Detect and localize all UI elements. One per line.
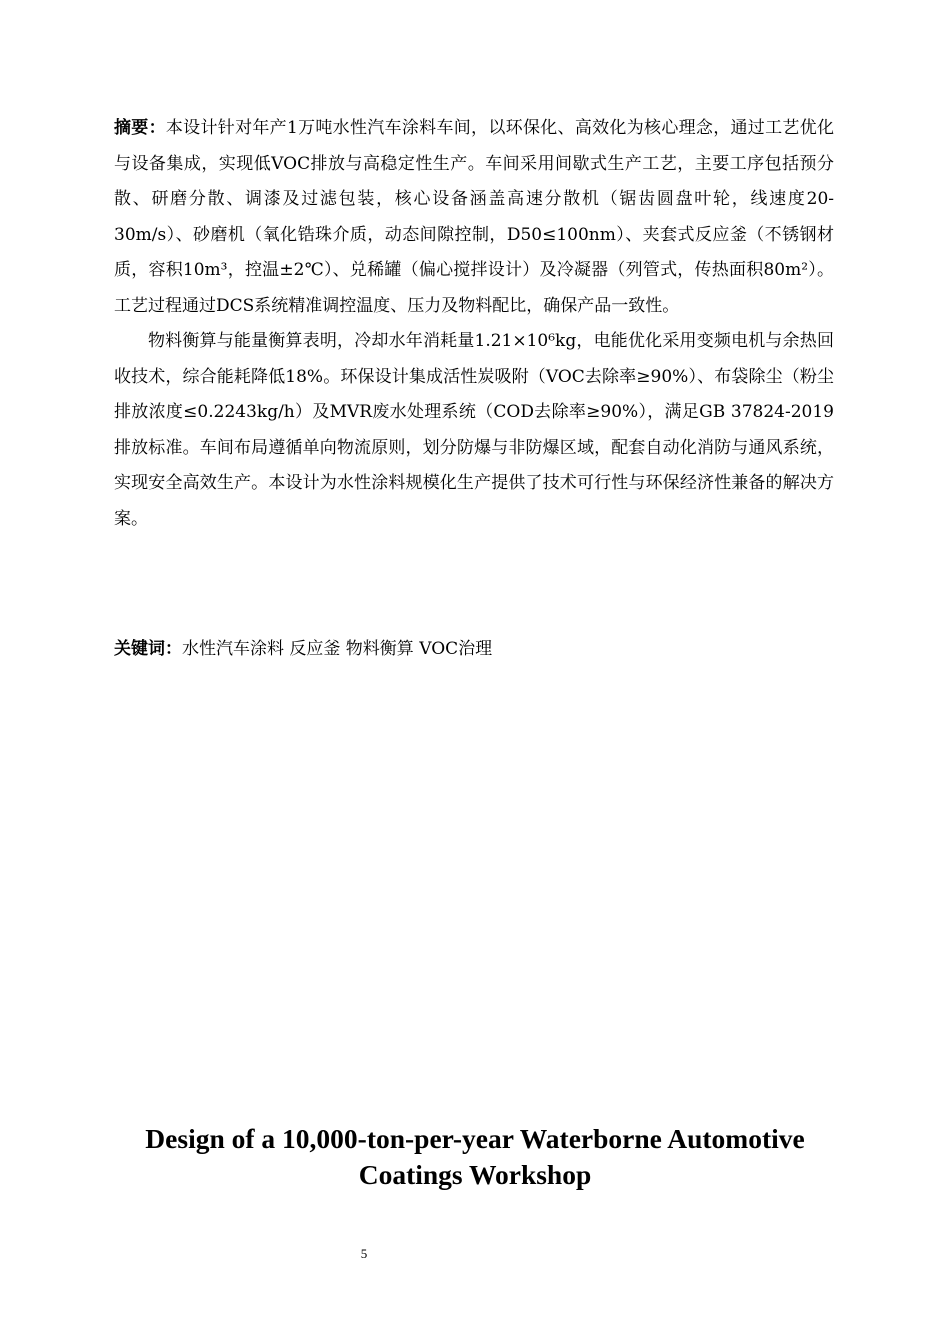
keywords-text: 水性汽车涂料 反应釜 物料衡算 VOC治理 <box>182 639 493 659</box>
abstract-section <box>114 111 834 537</box>
keywords-label: 关键词： <box>114 639 182 659</box>
keywords-line <box>114 632 834 667</box>
english-title <box>100 1121 850 1193</box>
abstract-text-1: 本设计针对年产1万吨水性汽车涂料车间，以环保化、高效化为核心理念，通过工艺优化与设备集成，实现低VOC排放与高稳定性生产。车间采用间歇式生产工艺，主要工序包括预分散、研磨分散、调漆及过滤包装，核心设备涵盖高速分散机（锯齿圆盘叶轮，线速度20-30m/s）、砂磨机（氧化锆珠介质，动态间隙控制，D50≤100nm）、夹套式反应釜（不锈钢材质，容积10m³，控温±2℃）、兑稀罐（偏心搅拌设计）及冷凝器（列管式，传热面积80m²）。工艺过程通过DCS系统精准调控温度、压力及物料配比，确保产品一致性。 <box>114 118 834 316</box>
abstract-label: 摘要： <box>114 118 166 138</box>
abstract-paragraph-2: 物料衡算与能量衡算表明，冷却水年消耗量1.21×10⁶kg，电能优化采用变频电机与余热回收技术，综合能耗降低18%。环保设计集成活性炭吸附（VOC去除率≥90%）、布袋除尘（粉尘排放浓度≤0.2243kg/h）及MVR废水处理系统（COD去除率≥90%），满足GB 37824-2019排放标准。车间布局遵循单向物流原则，划分防爆与非防爆区域，配套自动化消防与通风系统，实现安全高效生产。本设计为水性涂料规模化生产提供了技术可行性与环保经济性兼备的解决方案。 <box>114 331 834 529</box>
page-number: 5 <box>360 1246 368 1261</box>
english-title-line-2: Coatings Workshop <box>358 1159 592 1190</box>
english-title-line-1: Design of a 10,000-ton-per-year Waterborne Automotive <box>145 1123 805 1154</box>
abstract-paragraph-1 <box>114 111 834 324</box>
